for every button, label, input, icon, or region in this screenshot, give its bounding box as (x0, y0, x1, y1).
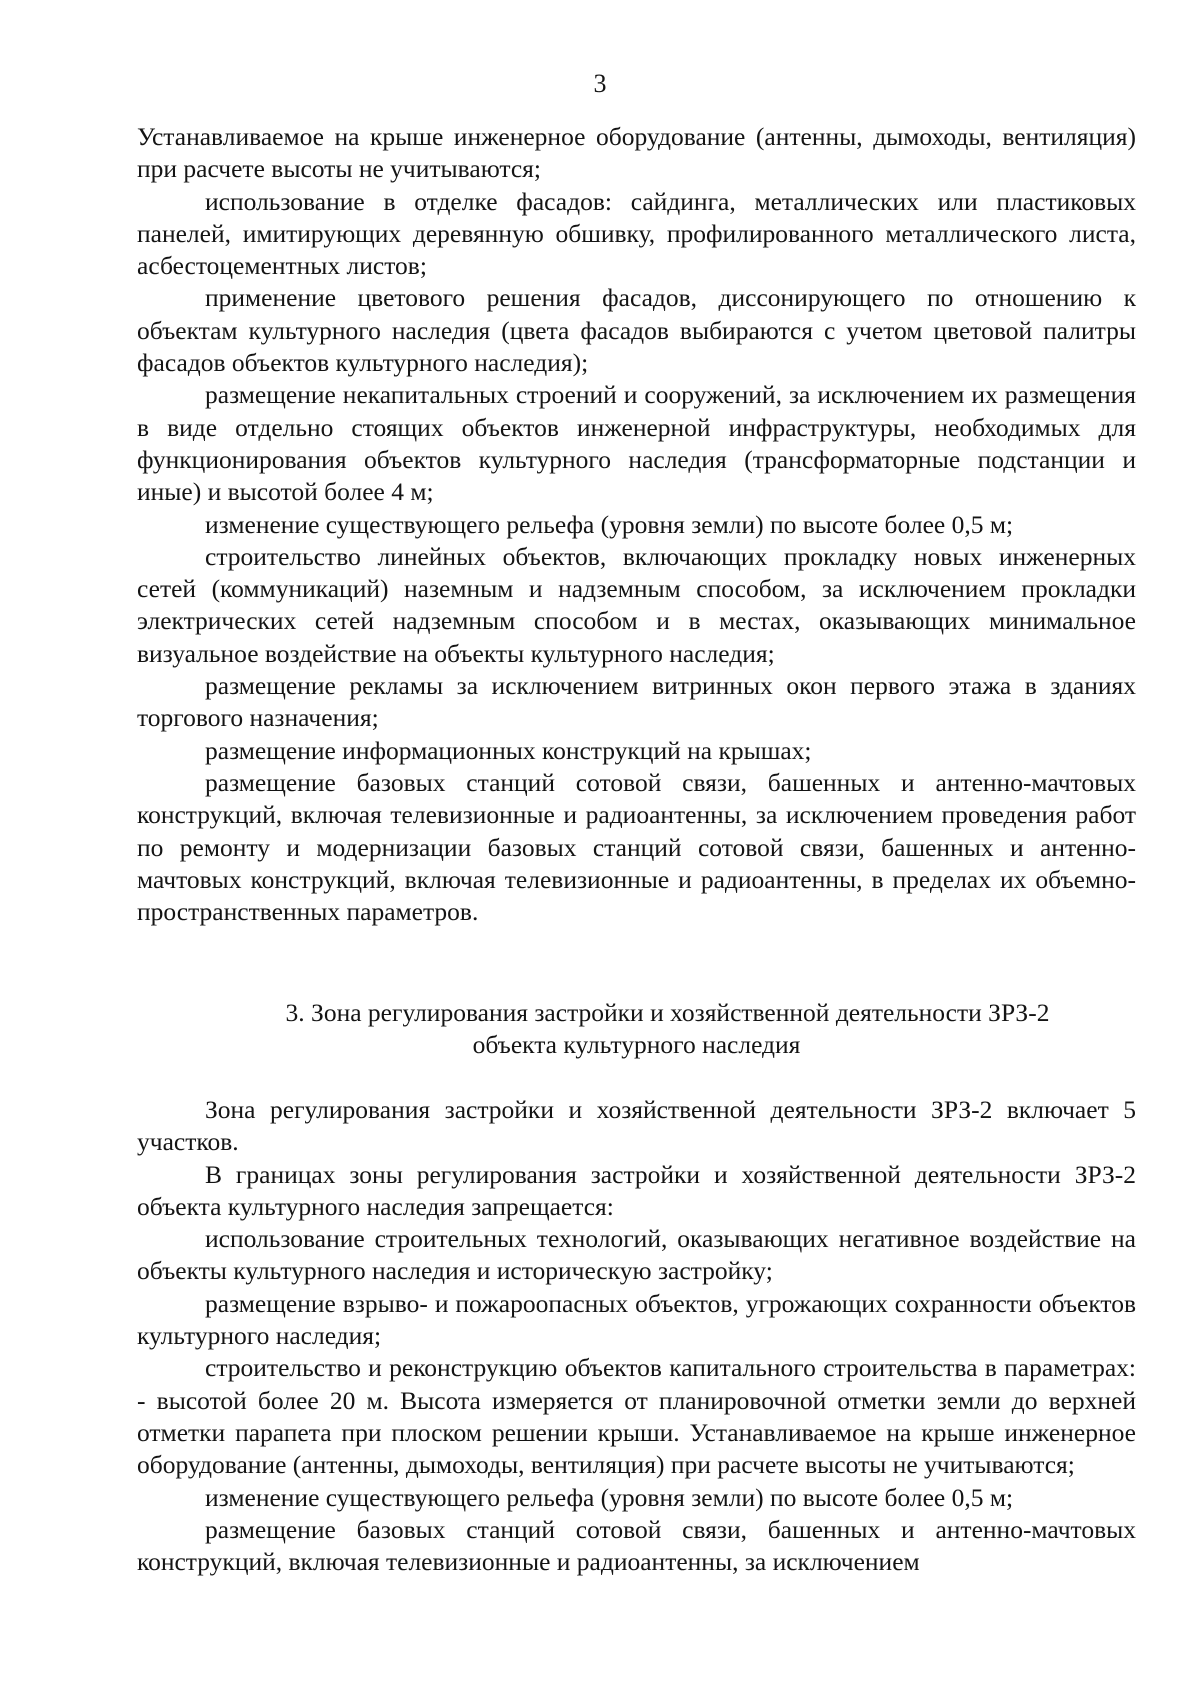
paragraph: размещение информационных конструкций на крышах; (205, 735, 812, 765)
paragraph: размещение базовых станций сотовой связи, башенных и антенно-мачтовых конструкций, включая телевизионные и радиоантенны, за исключением проведения работ по ремонту и модернизации базовых станций сотовой связи, башенных и антенно-мачтовых конструкций, включая телевизионные и радиоантенны, в пределах их объемно-пространственных параметров. (137, 767, 1136, 927)
paragraph: Зона регулирования застройки и хозяйственной деятельности ЗРЗ-2 включает 5 участков. (137, 1095, 1136, 1157)
section-3-body (137, 1094, 1136, 1578)
paragraph: Устанавливаемое на крыше инженерное оборудование (антенны, дымоходы, вентиляция) при расчете высоты не учитываются; (137, 122, 1136, 184)
paragraph: размещение взрыво- и пожароопасных объектов, угрожающих сохранности объектов культурного наследия; (137, 1288, 1136, 1351)
section-heading (137, 997, 1136, 1062)
paragraph: строительство и реконструкцию объектов капитального строительства в параметрах: - высотой более 20 м. Высота измеряется от планировочной отметки земли до верхней отметки парапета при плоском решении крыши. Устанавливаемое на крыше инженерное оборудование (антенны, дымоходы, вентиляция) при расчете высоты не учитываются; (137, 1353, 1136, 1480)
paragraph: изменение существующего рельефа (уровня земли) по высоте более 0,5 м; (205, 1482, 1014, 1512)
paragraph: В границах зоны регулирования застройки и хозяйственной деятельности ЗРЗ-2 объекта культурного наследия запрещается: (137, 1159, 1136, 1221)
section-heading-line: 3. Зона регулирования застройки и хозяйственной деятельности ЗРЗ-2 (285, 998, 1050, 1027)
section-continuation (137, 121, 1136, 928)
paragraph: использование строительных технологий, оказывающих негативное воздействие на объекты культурного наследия и историческую застройку; (137, 1224, 1136, 1286)
paragraph: размещение базовых станций сотовой связи, башенных и антенно-мачтовых конструкций, включая телевизионные и радиоантенны, за исключением (137, 1514, 1136, 1577)
page-number: 3 (593, 69, 607, 98)
paragraph: использование в отделке фасадов: сайдинга, металлических или пластиковых панелей, имитирующих деревянную обшивку, профилированного металлического листа, асбестоцементных листов; (137, 186, 1136, 281)
paragraph: применение цветового решения фасадов, диссонирующего по отношению к объектам культурного наследия (цвета фасадов выбираются с учетом цветовой палитры фасадов объектов культурного наследия); (137, 283, 1136, 378)
paragraph: размещение некапитальных строений и сооружений, за исключением их размещения в виде отдельно стоящих объектов инженерной инфраструктуры, необходимых для функционирования объектов культурного наследия (трансформаторные подстанции и иные) и высотой более 4 м; (137, 380, 1136, 507)
section-heading-line: объекта культурного наследия (472, 1030, 801, 1060)
paragraph: изменение существующего рельефа (уровня земли) по высоте более 0,5 м; (205, 509, 1014, 539)
paragraph: размещение рекламы за исключением витринных окон первого этажа в зданиях торгового назначения; (137, 671, 1136, 733)
paragraph: строительство линейных объектов, включающих прокладку новых инженерных сетей (коммуникаций) наземным и надземным способом, за исключением прокладки электрических сетей надземным способом и в местах, оказывающих минимальное визуальное воздействие на объекты культурного наследия; (137, 541, 1136, 668)
